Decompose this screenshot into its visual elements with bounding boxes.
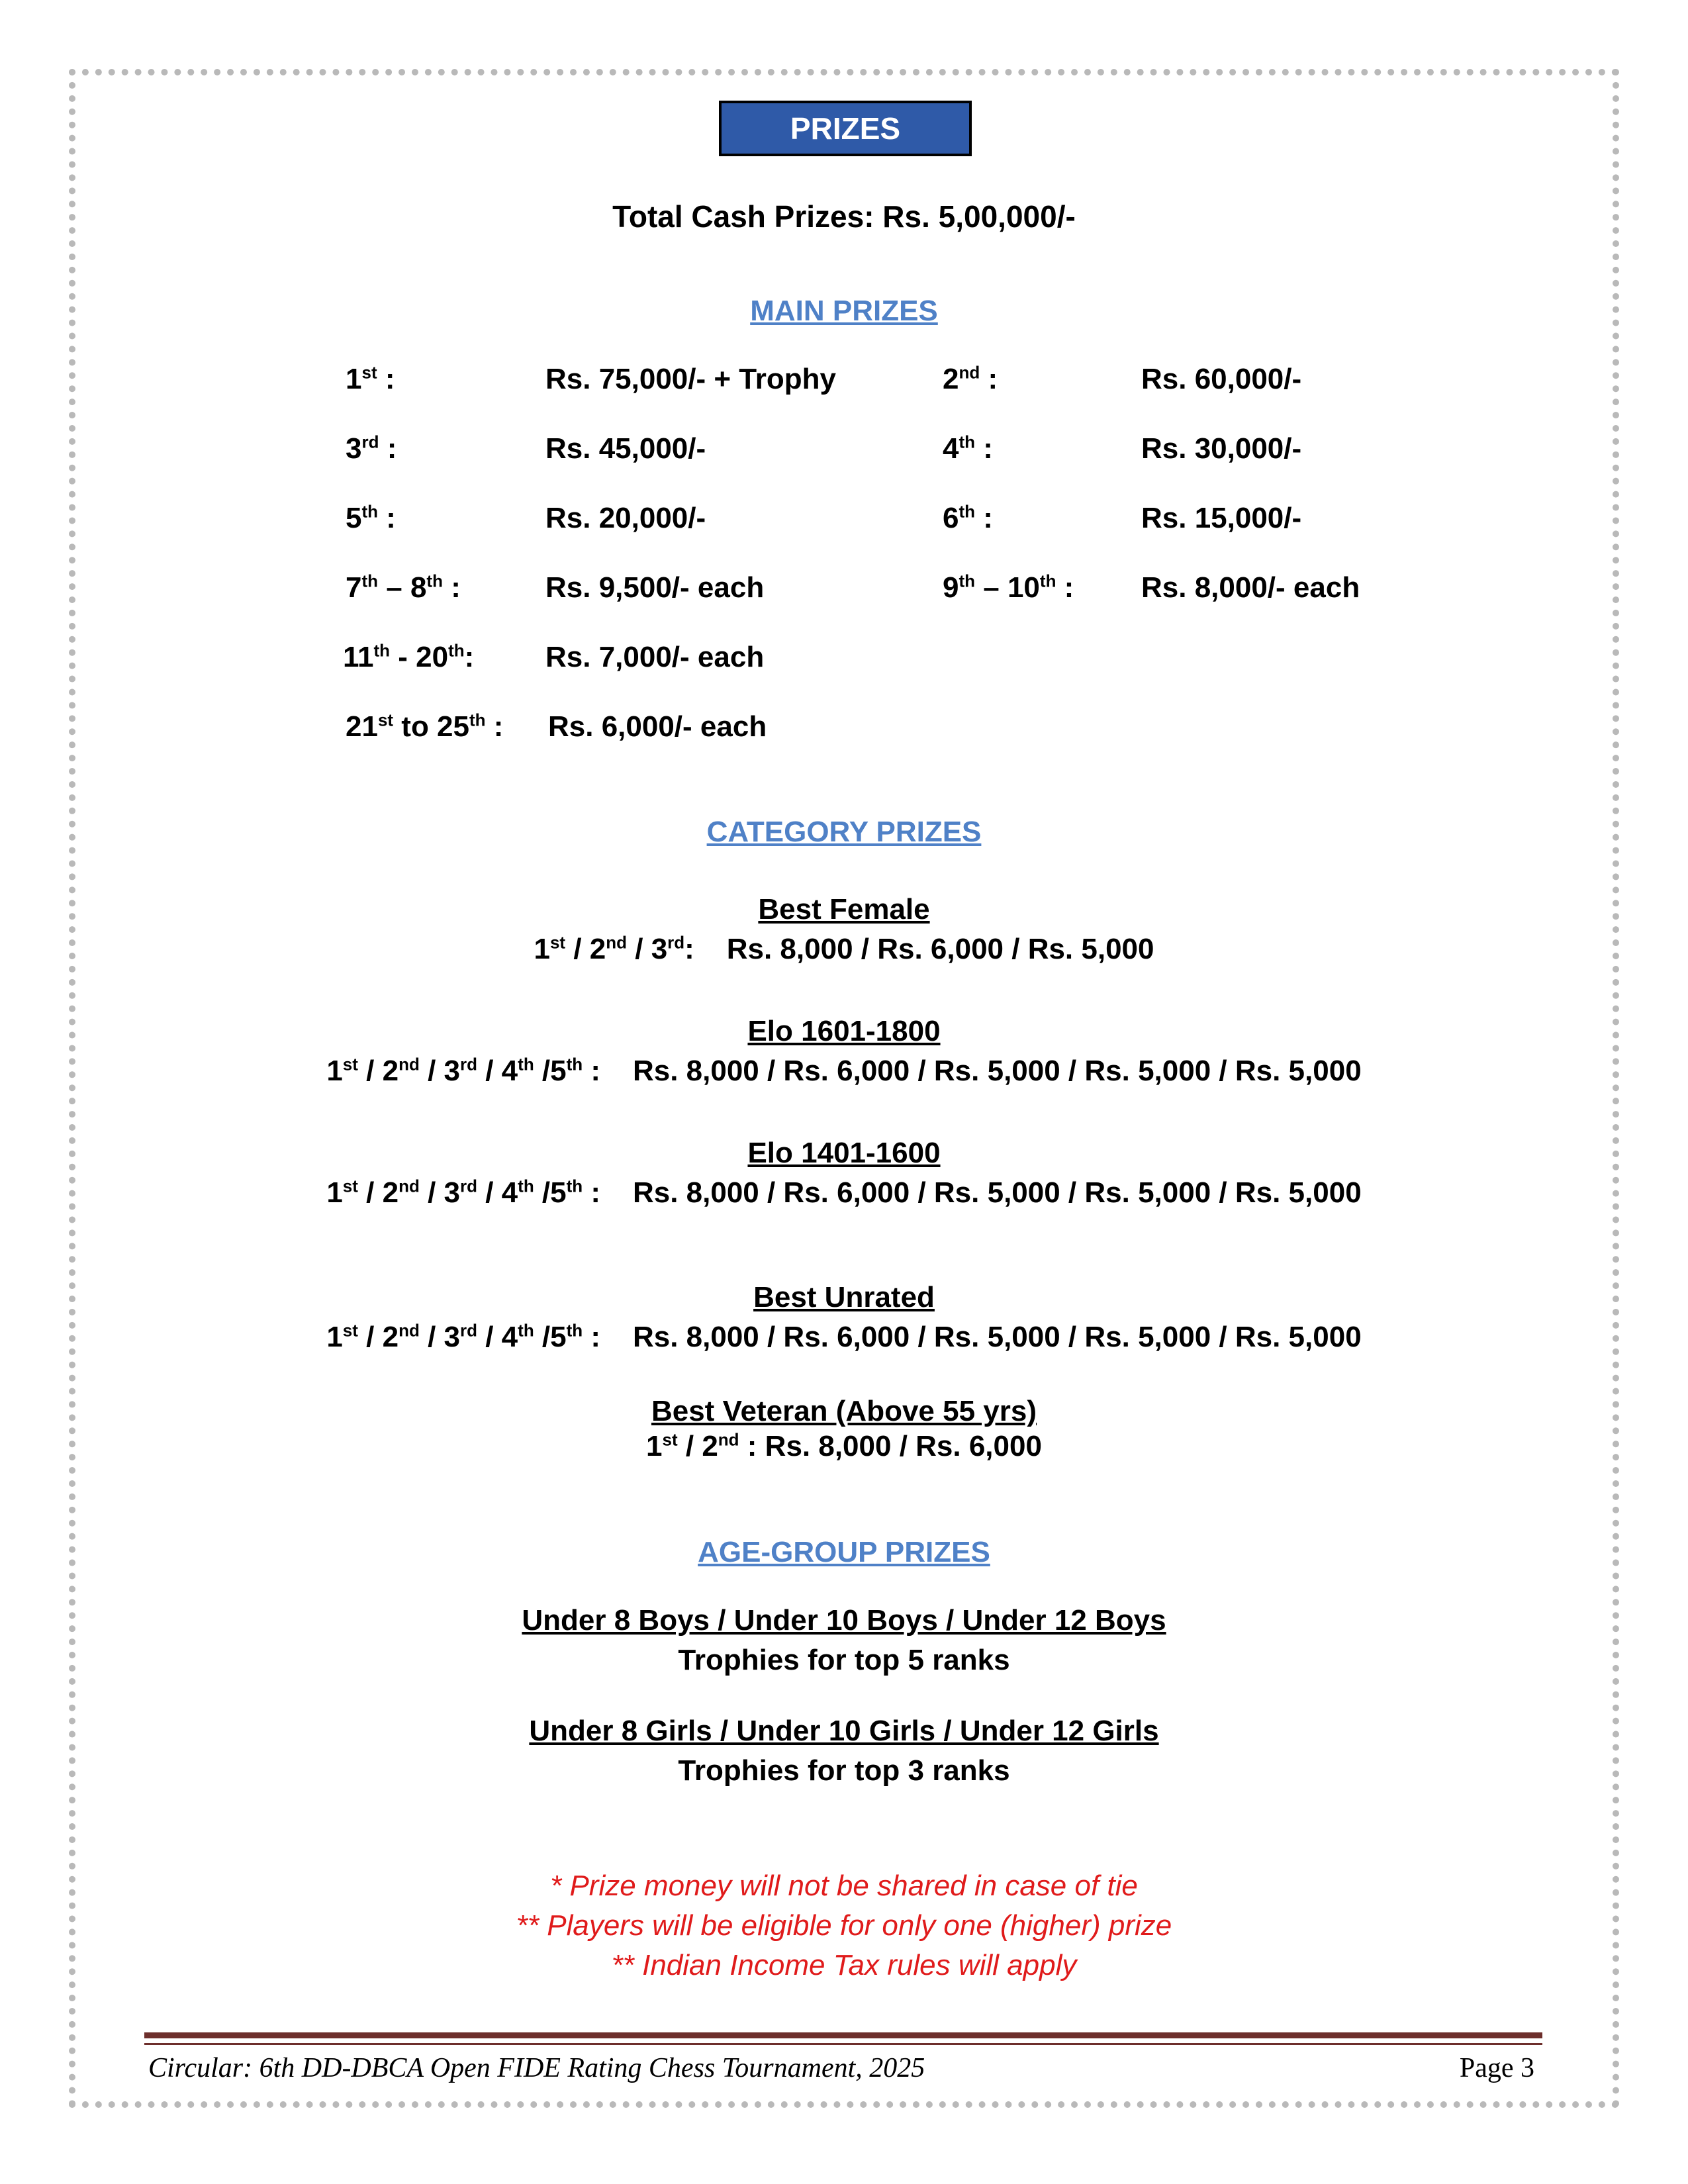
- footer-divider-thin: [144, 2043, 1542, 2045]
- girls-categories-title: Under 8 Girls / Under 10 Girls / Under 12 Girls: [529, 1715, 1159, 1747]
- prize-amount-5: Rs. 20,000/-: [545, 502, 706, 534]
- total-cash-prizes: Total Cash Prizes: Rs. 5,00,000/-: [612, 199, 1076, 234]
- note-income-tax: ** Indian Income Tax rules will apply: [611, 1949, 1077, 1981]
- elo-1601-1800-prizes: 1st / 2nd / 3rd / 4th /5th : Rs. 8,000 / Rs. 6,000 / Rs. 5,000 / Rs. 5,000 / Rs. 5,000: [326, 1054, 1362, 1087]
- prize-amount-21-25: Rs. 6,000/- each: [548, 710, 767, 743]
- elo-1401-1600-prizes: 1st / 2nd / 3rd / 4th /5th : Rs. 8,000 / Rs. 6,000 / Rs. 5,000 / Rs. 5,000 / Rs. 5,000: [326, 1176, 1362, 1209]
- prize-rank-6: 6th :: [943, 501, 993, 534]
- elo-1401-1600-title: Elo 1401-1600: [747, 1137, 941, 1169]
- elo-1601-1800-title: Elo 1601-1800: [747, 1015, 941, 1047]
- prize-rank-5: 5th :: [346, 501, 396, 534]
- note-tie: * Prize money will not be shared in case of tie: [550, 1870, 1138, 1902]
- best-female-title: Best Female: [758, 893, 930, 926]
- best-unrated-title: Best Unrated: [753, 1281, 935, 1313]
- prize-amount-2: Rs. 60,000/-: [1141, 363, 1302, 395]
- prize-amount-3: Rs. 45,000/-: [545, 432, 706, 465]
- prize-amount-6: Rs. 15,000/-: [1141, 502, 1302, 534]
- main-prizes-heading: MAIN PRIZES: [750, 295, 938, 327]
- best-veteran-prizes: 1st / 2nd : Rs. 8,000 / Rs. 6,000: [646, 1429, 1042, 1462]
- footer-page-number: Page 3: [1459, 2053, 1534, 2083]
- prize-rank-4: 4th :: [943, 432, 993, 465]
- best-female-prizes: 1st / 2nd / 3rd: Rs. 8,000 / Rs. 6,000 / Rs. 5,000: [534, 932, 1154, 965]
- prize-amount-9-10: Rs. 8,000/- each: [1141, 571, 1360, 604]
- prize-amount-11-20: Rs. 7,000/- each: [545, 641, 765, 673]
- footer-divider: [144, 2032, 1542, 2038]
- prize-rank-7-8: 7th – 8th :: [346, 571, 461, 604]
- prize-rank-3: 3rd :: [346, 432, 397, 465]
- prize-rank-1: 1st :: [346, 362, 395, 395]
- best-unrated-prizes: 1st / 2nd / 3rd / 4th /5th : Rs. 8,000 / Rs. 6,000 / Rs. 5,000 / Rs. 5,000 / Rs. 5,000: [326, 1320, 1362, 1353]
- prize-rank-2: 2nd :: [943, 362, 998, 395]
- main-prizes-list: [0, 0, 1688, 794]
- note-one-prize: ** Players will be eligible for only one (higher) prize: [516, 1909, 1172, 1942]
- prize-amount-1: Rs. 75,000/- + Trophy: [545, 363, 836, 395]
- prize-amount-7-8: Rs. 9,500/- each: [545, 571, 765, 604]
- footer-circular-title: Circular: 6th DD-DBCA Open FIDE Rating Chess Tournament, 2025: [148, 2053, 925, 2083]
- age-group-prizes-heading: AGE-GROUP PRIZES: [698, 1536, 990, 1568]
- boys-categories-title: Under 8 Boys / Under 10 Boys / Under 12 Boys: [522, 1604, 1166, 1637]
- prize-rank-11-20: 11th - 20th:: [343, 640, 475, 673]
- prize-rank-9-10: 9th – 10th :: [943, 571, 1074, 604]
- prize-rank-21-25: 21st to 25th :: [346, 710, 504, 743]
- boys-trophies-text: Trophies for top 5 ranks: [678, 1644, 1010, 1676]
- category-prizes-heading: CATEGORY PRIZES: [706, 816, 982, 848]
- prizes-banner: PRIZES: [719, 101, 972, 156]
- prize-amount-4: Rs. 30,000/-: [1141, 432, 1302, 465]
- girls-trophies-text: Trophies for top 3 ranks: [678, 1754, 1010, 1787]
- best-veteran-title: Best Veteran (Above 55 yrs): [651, 1395, 1037, 1427]
